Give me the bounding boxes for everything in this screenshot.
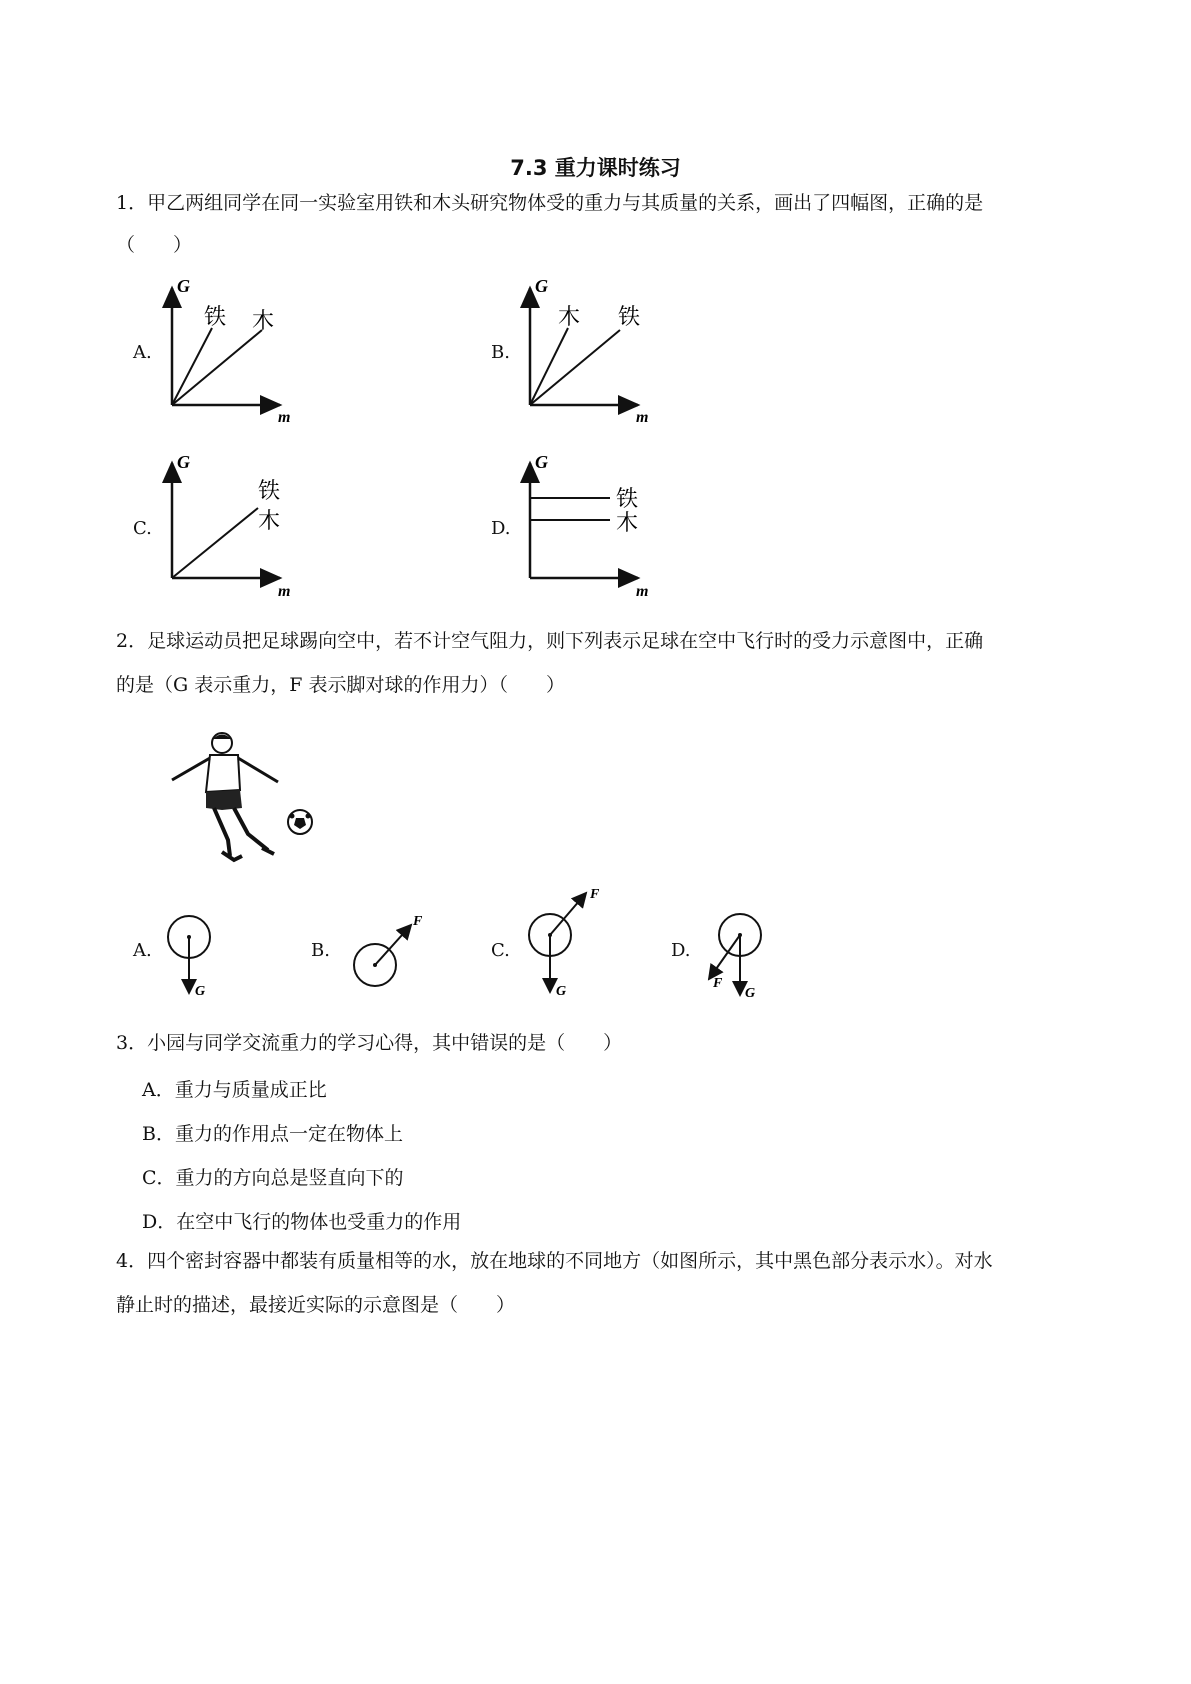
question-1-stem: 1．甲乙两组同学在同一实验室用铁和木头研究物体受的重力与其质量的关系，画出了四幅图，正确的是 (116, 192, 984, 214)
q1-option-c-letter: C. (133, 518, 152, 539)
axis-g-label: G (535, 452, 548, 472)
line-wood (530, 328, 568, 405)
soccer-player-illustration (170, 730, 350, 880)
q2-option-c-diagram (515, 880, 625, 1005)
force-f-label: F (590, 887, 600, 902)
q3-choice-a: A．重力与质量成正比 (142, 1079, 327, 1101)
force-g-label: G (745, 986, 756, 1001)
q3-choice-b: B．重力的作用点一定在物体上 (142, 1123, 403, 1145)
q2-option-a-diagram (155, 895, 245, 1005)
q2-option-b-diagram (335, 895, 445, 1005)
label-upper: 铁 (204, 305, 227, 330)
axis-g-label: G (177, 276, 190, 296)
line-combined (172, 508, 258, 578)
label-upper: 木 (558, 305, 581, 330)
q2-option-d-diagram (695, 895, 795, 1010)
label-lower: 木 (252, 309, 275, 334)
q1-option-d-graph (508, 448, 678, 608)
question-2-stem-line2: 的是（G 表示重力，F 表示脚对球的作用力）（ ） (116, 674, 565, 696)
q1-option-d-letter: D. (491, 518, 511, 539)
line-wood (172, 330, 262, 405)
q2-option-c-letter: C. (491, 940, 510, 961)
q1-option-a-graph (150, 270, 320, 430)
page-title: 7.3 重力课时练习 (510, 156, 681, 180)
q1-option-a-letter: A. (133, 342, 152, 363)
axis-m-label: m (636, 409, 649, 426)
label-upper: 铁 (616, 487, 639, 512)
q1-option-b-letter: B. (491, 342, 510, 363)
label-upper: 铁 (258, 479, 281, 504)
axis-g-label: G (535, 276, 548, 296)
question-4-stem: 4．四个密封容器中都装有质量相等的水，放在地球的不同地方（如图所示，其中黑色部分表示水）。对水 (116, 1250, 993, 1272)
axis-g-label: G (177, 452, 190, 472)
question-2-stem: 2．足球运动员把足球踢向空中，若不计空气阻力，则下列表示足球在空中飞行时的受力示意图中，正确 (116, 630, 984, 652)
force-g-label: G (195, 984, 206, 999)
q1-option-b-graph (508, 270, 678, 430)
question-1-stem-bracket: （ ） (116, 234, 193, 256)
label-lower: 木 (616, 511, 639, 536)
label-lower: 木 (258, 509, 281, 534)
force-g-label: G (556, 984, 567, 999)
q2-option-d-letter: D. (671, 940, 691, 961)
label-lower: 铁 (618, 305, 641, 330)
q1-option-c-graph (150, 448, 320, 608)
q2-option-b-letter: B. (311, 940, 330, 961)
q3-choice-d: D．在空中飞行的物体也受重力的作用 (142, 1211, 462, 1233)
question-3-stem: 3．小园与同学交流重力的学习心得，其中错误的是（ ） (116, 1032, 623, 1054)
axis-m-label: m (278, 409, 291, 426)
line-iron (530, 330, 620, 405)
line-iron (172, 328, 212, 405)
force-f-label: F (413, 914, 423, 929)
question-4-stem-line2: 静止时的描述，最接近实际的示意图是（ ） (116, 1294, 516, 1316)
q3-choice-c: C．重力的方向总是竖直向下的 (142, 1167, 404, 1189)
axis-m-label: m (278, 583, 291, 600)
axis-m-label: m (636, 583, 649, 600)
q2-option-a-letter: A. (133, 940, 152, 961)
force-f-label: F (713, 976, 723, 991)
